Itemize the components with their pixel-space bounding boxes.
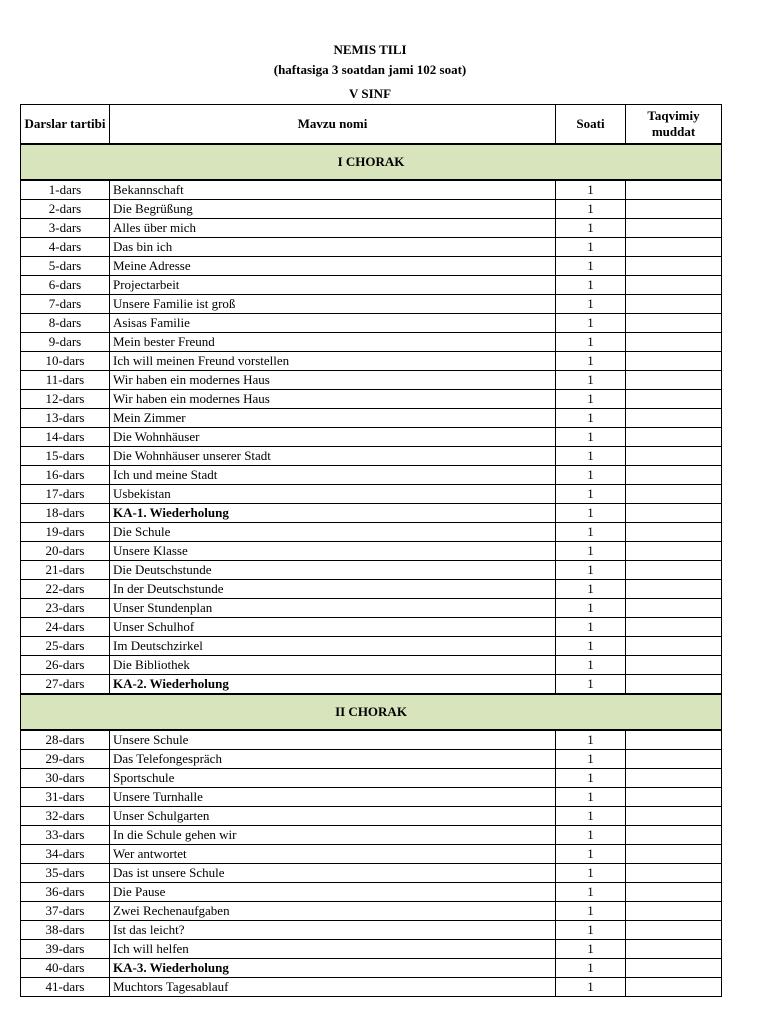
- lesson-hours: 1: [556, 333, 626, 352]
- lesson-date: [626, 276, 722, 295]
- lesson-date: [626, 390, 722, 409]
- lesson-date: [626, 504, 722, 523]
- lesson-date: [626, 883, 722, 902]
- lesson-date: [626, 921, 722, 940]
- table-row: [21, 902, 722, 921]
- table-row: [21, 730, 722, 750]
- lesson-topic: Projectarbeit: [110, 276, 556, 295]
- lesson-number: 31-dars: [21, 788, 110, 807]
- lesson-topic: Unser Stundenplan: [110, 599, 556, 618]
- lesson-number: 21-dars: [21, 561, 110, 580]
- lesson-date: [626, 542, 722, 561]
- lesson-number: 17-dars: [21, 485, 110, 504]
- lesson-number: 19-dars: [21, 523, 110, 542]
- lesson-hours: 1: [556, 618, 626, 637]
- lesson-topic: In der Deutschstunde: [110, 580, 556, 599]
- lesson-number: 30-dars: [21, 769, 110, 788]
- lesson-hours: 1: [556, 845, 626, 864]
- lesson-date: [626, 730, 722, 750]
- lesson-hours: 1: [556, 883, 626, 902]
- section-header-row: [21, 694, 722, 730]
- lesson-number: 12-dars: [21, 390, 110, 409]
- lesson-hours: 1: [556, 542, 626, 561]
- lesson-date: [626, 864, 722, 883]
- table-row: [21, 219, 722, 238]
- lesson-topic: Unser Schulgarten: [110, 807, 556, 826]
- lesson-date: [626, 788, 722, 807]
- lesson-number: 4-dars: [21, 238, 110, 257]
- grade-label: V SINF: [348, 86, 392, 101]
- table-row: [21, 238, 722, 257]
- lesson-topic: Ich will helfen: [110, 940, 556, 959]
- lesson-topic: Wer antwortet: [110, 845, 556, 864]
- lesson-hours: 1: [556, 675, 626, 695]
- lesson-topic: Unsere Schule: [110, 730, 556, 750]
- lesson-hours: 1: [556, 428, 626, 447]
- lesson-topic: Das ist unsere Schule: [110, 864, 556, 883]
- lesson-number: 11-dars: [21, 371, 110, 390]
- lesson-hours: 1: [556, 390, 626, 409]
- lesson-date: [626, 409, 722, 428]
- lesson-topic: Ich und meine Stadt: [110, 466, 556, 485]
- lesson-topic: Unsere Klasse: [110, 542, 556, 561]
- table-row: [21, 978, 722, 997]
- table-row: [21, 580, 722, 599]
- table-row: [21, 180, 722, 200]
- lesson-number: 36-dars: [21, 883, 110, 902]
- table-row: [21, 371, 722, 390]
- lesson-hours: 1: [556, 864, 626, 883]
- lesson-number: 13-dars: [21, 409, 110, 428]
- lesson-number: 7-dars: [21, 295, 110, 314]
- header-date: Taqvimiy muddat: [626, 105, 722, 145]
- lesson-topic: KA-2. Wiederholung: [110, 675, 556, 695]
- lesson-date: [626, 978, 722, 997]
- lesson-hours: 1: [556, 921, 626, 940]
- document-title: NEMIS TILI: [333, 42, 407, 57]
- lesson-number: 35-dars: [21, 864, 110, 883]
- lesson-topic: Mein Zimmer: [110, 409, 556, 428]
- lesson-hours: 1: [556, 580, 626, 599]
- table-row: [21, 542, 722, 561]
- table-row: [21, 921, 722, 940]
- table-row: [21, 940, 722, 959]
- lesson-number: 10-dars: [21, 352, 110, 371]
- table-row: [21, 447, 722, 466]
- table-row: [21, 864, 722, 883]
- lesson-hours: 1: [556, 826, 626, 845]
- lesson-date: [626, 466, 722, 485]
- lesson-hours: 1: [556, 788, 626, 807]
- lesson-number: 29-dars: [21, 750, 110, 769]
- lesson-date: [626, 371, 722, 390]
- lesson-date: [626, 769, 722, 788]
- table-row: [21, 656, 722, 675]
- table-row: [21, 409, 722, 428]
- lesson-number: 38-dars: [21, 921, 110, 940]
- table-row: [21, 826, 722, 845]
- lesson-hours: 1: [556, 276, 626, 295]
- table-row: [21, 769, 722, 788]
- lesson-date: [626, 428, 722, 447]
- lesson-date: [626, 200, 722, 219]
- lesson-number: 8-dars: [21, 314, 110, 333]
- lesson-topic: Mein bester Freund: [110, 333, 556, 352]
- lesson-topic: Das Telefongespräch: [110, 750, 556, 769]
- lesson-hours: 1: [556, 769, 626, 788]
- lesson-hours: 1: [556, 238, 626, 257]
- table-row: [21, 561, 722, 580]
- lesson-number: 37-dars: [21, 902, 110, 921]
- lesson-topic: Wir haben ein modernes Haus: [110, 371, 556, 390]
- table-row: [21, 637, 722, 656]
- lesson-number: 9-dars: [21, 333, 110, 352]
- section-label: II CHORAK: [21, 694, 722, 730]
- lesson-date: [626, 238, 722, 257]
- lesson-date: [626, 959, 722, 978]
- lesson-number: 15-dars: [21, 447, 110, 466]
- lesson-date: [626, 295, 722, 314]
- lesson-date: [626, 750, 722, 769]
- lesson-number: 20-dars: [21, 542, 110, 561]
- lesson-topic: Die Pause: [110, 883, 556, 902]
- lesson-date: [626, 637, 722, 656]
- lesson-number: 26-dars: [21, 656, 110, 675]
- lesson-hours: 1: [556, 978, 626, 997]
- lesson-topic: Das bin ich: [110, 238, 556, 257]
- lesson-number: 14-dars: [21, 428, 110, 447]
- section-label: I CHORAK: [21, 144, 722, 180]
- lesson-hours: 1: [556, 959, 626, 978]
- lesson-topic: Sportschule: [110, 769, 556, 788]
- lesson-topic: KA-3. Wiederholung: [110, 959, 556, 978]
- table-row: [21, 599, 722, 618]
- lesson-date: [626, 845, 722, 864]
- header-topic: Mavzu nomi: [110, 105, 556, 145]
- section-header-row: [21, 144, 722, 180]
- document-subtitle: (haftasiga 3 soatdan jami 102 soat): [273, 62, 467, 77]
- lesson-date: [626, 940, 722, 959]
- header-order: Darslar tartibi: [21, 105, 110, 145]
- lesson-hours: 1: [556, 219, 626, 238]
- lesson-topic: KA-1. Wiederholung: [110, 504, 556, 523]
- lesson-hours: 1: [556, 485, 626, 504]
- lesson-number: 5-dars: [21, 257, 110, 276]
- lesson-hours: 1: [556, 447, 626, 466]
- lesson-number: 41-dars: [21, 978, 110, 997]
- lesson-topic: Die Bibliothek: [110, 656, 556, 675]
- lesson-hours: 1: [556, 523, 626, 542]
- table-row: [21, 523, 722, 542]
- table-row: [21, 675, 722, 695]
- lesson-date: [626, 561, 722, 580]
- lesson-topic: Ich will meinen Freund vorstellen: [110, 352, 556, 371]
- lesson-topic: Unsere Turnhalle: [110, 788, 556, 807]
- lesson-date: [626, 257, 722, 276]
- table-row: [21, 314, 722, 333]
- lesson-topic: Zwei Rechenaufgaben: [110, 902, 556, 921]
- lesson-date: [626, 485, 722, 504]
- lesson-date: [626, 618, 722, 637]
- lesson-topic: Unser Schulhof: [110, 618, 556, 637]
- lesson-number: 34-dars: [21, 845, 110, 864]
- lesson-topic: Meine Adresse: [110, 257, 556, 276]
- lesson-date: [626, 656, 722, 675]
- table-row: [21, 428, 722, 447]
- lesson-number: 18-dars: [21, 504, 110, 523]
- lesson-hours: 1: [556, 902, 626, 921]
- lesson-number: 1-dars: [21, 180, 110, 200]
- lesson-topic: In die Schule gehen wir: [110, 826, 556, 845]
- table-header-row: [21, 105, 722, 145]
- lesson-number: 32-dars: [21, 807, 110, 826]
- lesson-topic: Ist das leicht?: [110, 921, 556, 940]
- lesson-date: [626, 219, 722, 238]
- lesson-number: 27-dars: [21, 675, 110, 695]
- lesson-hours: 1: [556, 561, 626, 580]
- table-row: [21, 390, 722, 409]
- lesson-hours: 1: [556, 352, 626, 371]
- lesson-number: 33-dars: [21, 826, 110, 845]
- lesson-date: [626, 826, 722, 845]
- table-row: [21, 257, 722, 276]
- lesson-date: [626, 180, 722, 200]
- lesson-hours: 1: [556, 180, 626, 200]
- lesson-number: 24-dars: [21, 618, 110, 637]
- table-row: [21, 352, 722, 371]
- table-row: [21, 845, 722, 864]
- lesson-topic: Die Deutschstunde: [110, 561, 556, 580]
- lesson-topic: Die Begrüßung: [110, 200, 556, 219]
- lesson-date: [626, 675, 722, 695]
- lesson-number: 22-dars: [21, 580, 110, 599]
- lesson-number: 39-dars: [21, 940, 110, 959]
- table-row: [21, 807, 722, 826]
- table-row: [21, 504, 722, 523]
- table-row: [21, 883, 722, 902]
- table-row: [21, 333, 722, 352]
- lesson-number: 16-dars: [21, 466, 110, 485]
- lesson-topic: Die Wohnhäuser: [110, 428, 556, 447]
- table-row: [21, 788, 722, 807]
- lesson-hours: 1: [556, 730, 626, 750]
- lesson-hours: 1: [556, 656, 626, 675]
- lesson-number: 23-dars: [21, 599, 110, 618]
- lesson-hours: 1: [556, 599, 626, 618]
- lesson-topic: Muchtors Tagesablauf: [110, 978, 556, 997]
- lesson-topic: Alles über mich: [110, 219, 556, 238]
- table-row: [21, 618, 722, 637]
- lesson-number: 6-dars: [21, 276, 110, 295]
- lesson-topic: Die Wohnhäuser unserer Stadt: [110, 447, 556, 466]
- lesson-topic: Wir haben ein modernes Haus: [110, 390, 556, 409]
- lesson-topic: Asisas Familie: [110, 314, 556, 333]
- lesson-hours: 1: [556, 409, 626, 428]
- lesson-date: [626, 523, 722, 542]
- table-body: [21, 144, 722, 997]
- lesson-topic: Unsere Familie ist groß: [110, 295, 556, 314]
- lesson-date: [626, 352, 722, 371]
- header-hours: Soati: [556, 105, 626, 145]
- lesson-hours: 1: [556, 466, 626, 485]
- lesson-date: [626, 333, 722, 352]
- lesson-topic: Bekannschaft: [110, 180, 556, 200]
- lesson-number: 2-dars: [21, 200, 110, 219]
- lesson-hours: 1: [556, 257, 626, 276]
- lesson-hours: 1: [556, 371, 626, 390]
- lesson-topic: Usbekistan: [110, 485, 556, 504]
- lesson-date: [626, 314, 722, 333]
- lesson-hours: 1: [556, 200, 626, 219]
- lesson-number: 25-dars: [21, 637, 110, 656]
- table-row: [21, 750, 722, 769]
- lesson-date: [626, 447, 722, 466]
- lesson-date: [626, 902, 722, 921]
- lesson-hours: 1: [556, 504, 626, 523]
- table-row: [21, 276, 722, 295]
- lesson-number: 3-dars: [21, 219, 110, 238]
- lesson-topic: Im Deutschzirkel: [110, 637, 556, 656]
- lesson-topic: Die Schule: [110, 523, 556, 542]
- lesson-number: 40-dars: [21, 959, 110, 978]
- table-row: [21, 959, 722, 978]
- lesson-date: [626, 599, 722, 618]
- table-row: [21, 200, 722, 219]
- table-row: [21, 466, 722, 485]
- lesson-date: [626, 807, 722, 826]
- lesson-hours: 1: [556, 637, 626, 656]
- lesson-hours: 1: [556, 940, 626, 959]
- lesson-date: [626, 580, 722, 599]
- lesson-hours: 1: [556, 750, 626, 769]
- lesson-hours: 1: [556, 295, 626, 314]
- lesson-hours: 1: [556, 807, 626, 826]
- curriculum-table: [20, 104, 722, 997]
- lesson-number: 28-dars: [21, 730, 110, 750]
- table-row: [21, 485, 722, 504]
- table-row: [21, 295, 722, 314]
- lesson-hours: 1: [556, 314, 626, 333]
